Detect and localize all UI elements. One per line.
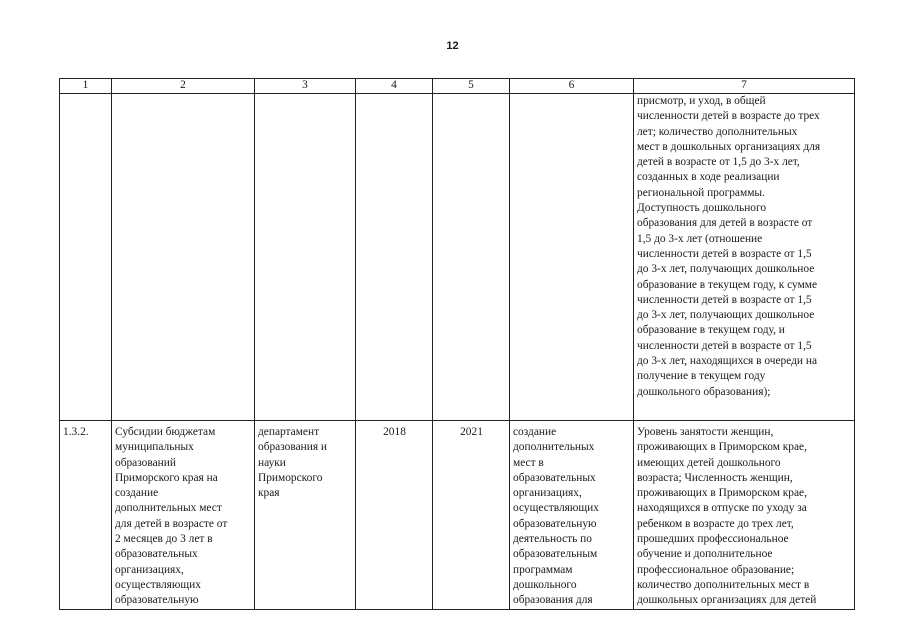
header-col-7: 7: [634, 79, 855, 94]
cell-empty: [510, 94, 634, 421]
cell-end-year: 2021: [433, 421, 510, 610]
header-col-4: 4: [356, 79, 433, 94]
header-col-2: 2: [112, 79, 255, 94]
cell-executor: департамент образования и науки Приморского края: [255, 421, 356, 610]
table-row-1-3-2: [60, 421, 855, 610]
header-col-6: 6: [510, 79, 634, 94]
header-col-3: 3: [255, 79, 356, 94]
cell-start-year: 2018: [356, 421, 433, 610]
header-col-5: 5: [433, 79, 510, 94]
header-row: [60, 79, 855, 94]
cell-item-number: 1.3.2.: [60, 421, 112, 610]
cell-empty: [356, 94, 433, 421]
cell-measure-name: Субсидии бюджетам муниципальных образований Приморского края на создание дополнительных мест для детей в возрасте от 2 месяцев до 3 лет в образовательных организациях, осуществляющих образовательную: [112, 421, 255, 610]
cell-indicators-continued: присмотр, и уход, в общей численности детей в возрасте до трех лет; количество дополнительных мест в дошкольных организациях для детей в возрасте от 1,5 до 3-х лет, созданных в ходе реализации региональной программы. Доступность дошкольного образования для детей в возрасте от 1,5 до 3-х лет (отношение численности детей в возрасте от 1,5 до 3-х лет, получающих дошкольное образование в текущем году, к сумме численности детей в возрасте от 1,5 до 3-х лет, получающих дошкольное образование в текущем году, и численности детей в возрасте от 1,5 до 3-х лет, находящихся в очереди на получение в текущем году дошкольного образования);: [634, 94, 855, 421]
cell-indicators: Уровень занятости женщин, проживающих в Приморском крае, имеющих детей дошкольного возраста; Численность женщин, проживающих в Приморском крае, находящихся в отпуске по уходу за ребенком в возрасте до трех лет, прошедших профессиональное обучение и дополнительное профессиональное образование; количество дополнительных мест в дошкольных организациях для детей: [634, 421, 855, 610]
cell-expected-result: создание дополнительных мест в образовательных организациях, осуществляющих образовательную деятельность по образовательным программам дошкольного образования для: [510, 421, 634, 610]
cell-empty: [255, 94, 356, 421]
cell-empty: [433, 94, 510, 421]
header-col-1: 1: [60, 79, 112, 94]
measures-table: [59, 78, 855, 610]
cell-empty: [60, 94, 112, 421]
page-number: 12: [446, 40, 459, 52]
table-row-continuation: [60, 94, 855, 421]
cell-empty: [112, 94, 255, 421]
